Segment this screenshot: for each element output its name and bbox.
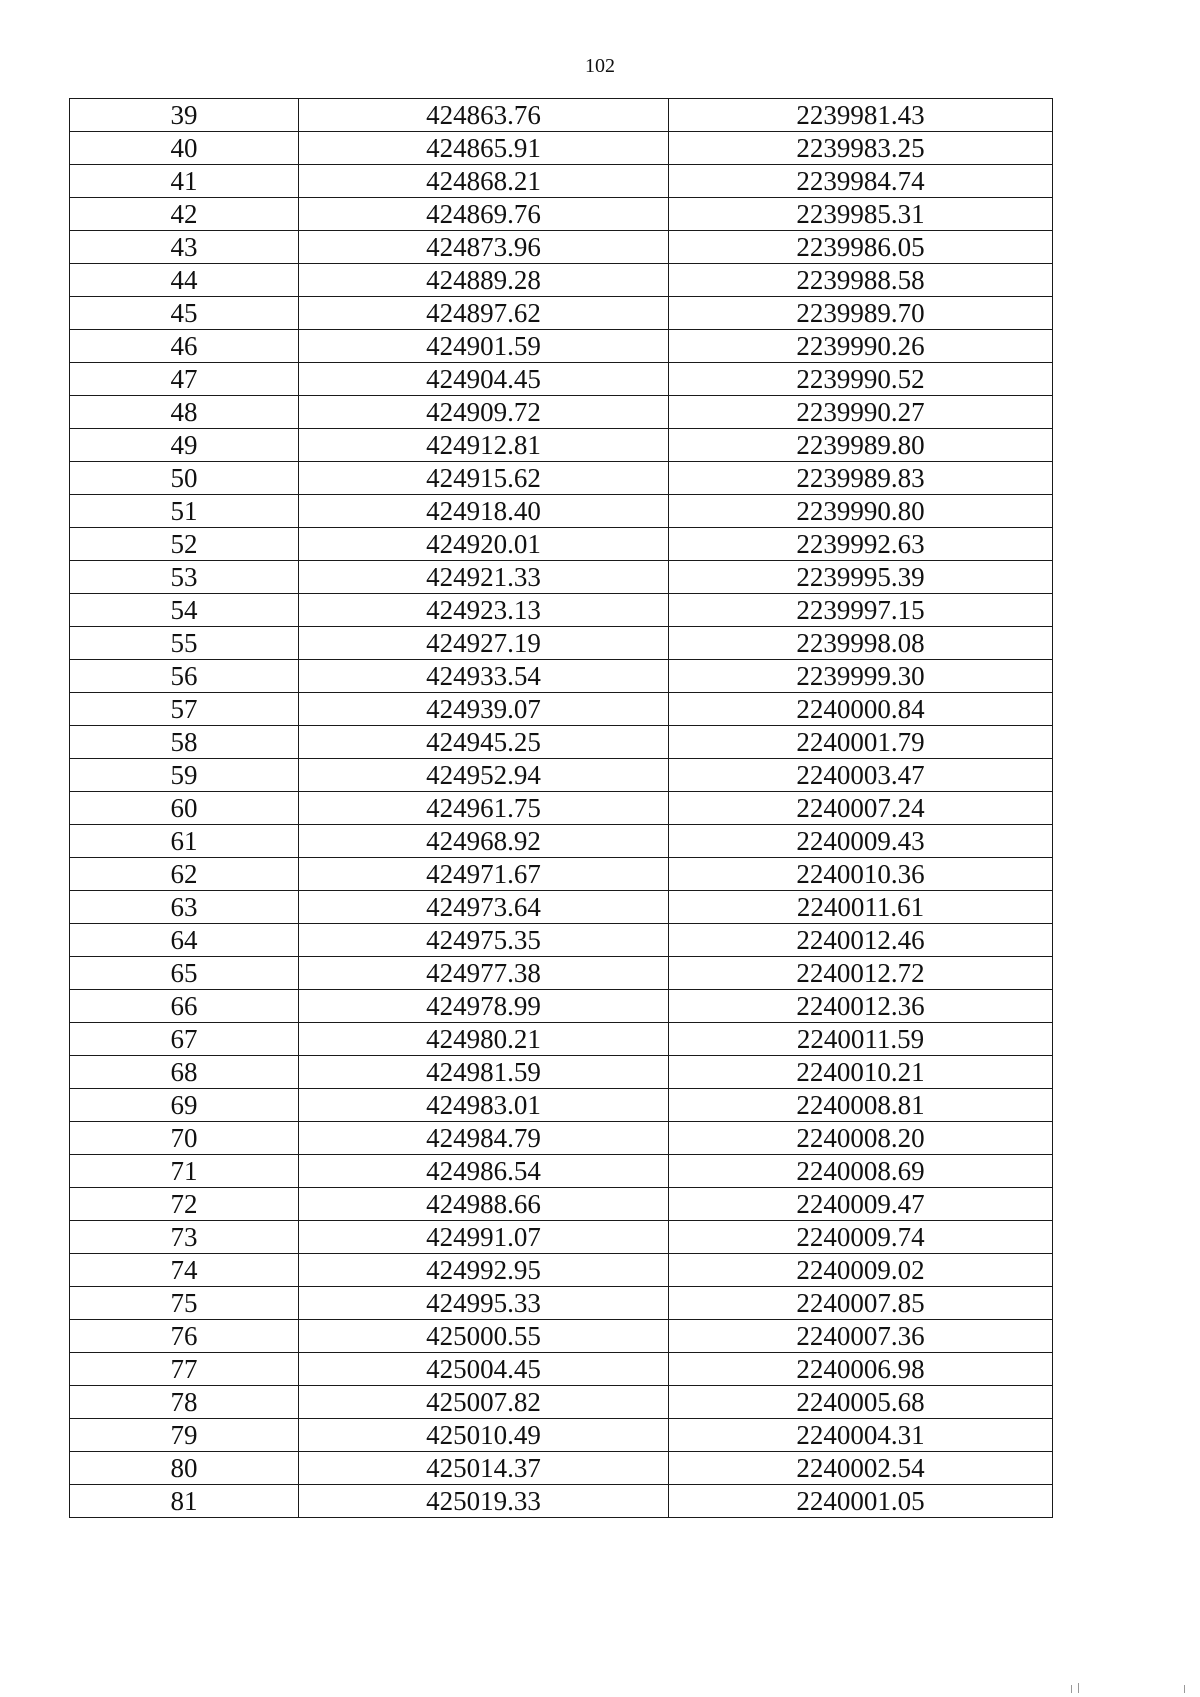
- y-coordinate-cell: 2240001.05: [669, 1485, 1053, 1518]
- x-coordinate-cell: 425019.33: [299, 1485, 669, 1518]
- y-coordinate-cell: 2239989.80: [669, 429, 1053, 462]
- y-coordinate-cell: 2239998.08: [669, 627, 1053, 660]
- point-number-cell: 42: [70, 198, 299, 231]
- table-row: [70, 627, 1053, 660]
- point-number-cell: 63: [70, 891, 299, 924]
- point-number-cell: 45: [70, 297, 299, 330]
- x-coordinate-cell: 424901.59: [299, 330, 669, 363]
- point-number-cell: 50: [70, 462, 299, 495]
- table-row: [70, 1320, 1053, 1353]
- point-number-cell: 58: [70, 726, 299, 759]
- x-coordinate-cell: 424983.01: [299, 1089, 669, 1122]
- point-number-cell: 65: [70, 957, 299, 990]
- x-coordinate-cell: 424863.76: [299, 99, 669, 132]
- y-coordinate-cell: 2239997.15: [669, 594, 1053, 627]
- y-coordinate-cell: 2240012.72: [669, 957, 1053, 990]
- point-number-cell: 74: [70, 1254, 299, 1287]
- y-coordinate-cell: 2240006.98: [669, 1353, 1053, 1386]
- point-number-cell: 61: [70, 825, 299, 858]
- table-row: [70, 1386, 1053, 1419]
- point-number-cell: 68: [70, 1056, 299, 1089]
- point-number-cell: 60: [70, 792, 299, 825]
- table-body: [70, 99, 1053, 1518]
- table-row: [70, 495, 1053, 528]
- y-coordinate-cell: 2240007.24: [669, 792, 1053, 825]
- x-coordinate-cell: 424995.33: [299, 1287, 669, 1320]
- table-row: [70, 1353, 1053, 1386]
- x-coordinate-cell: 425000.55: [299, 1320, 669, 1353]
- table-row: [70, 858, 1053, 891]
- x-coordinate-cell: 424923.13: [299, 594, 669, 627]
- point-number-cell: 79: [70, 1419, 299, 1452]
- y-coordinate-cell: 2239985.31: [669, 198, 1053, 231]
- table-row: [70, 759, 1053, 792]
- x-coordinate-cell: 424939.07: [299, 693, 669, 726]
- y-coordinate-cell: 2240012.46: [669, 924, 1053, 957]
- table-row: [70, 396, 1053, 429]
- y-coordinate-cell: 2240011.61: [669, 891, 1053, 924]
- y-coordinate-cell: 2240010.21: [669, 1056, 1053, 1089]
- point-number-cell: 72: [70, 1188, 299, 1221]
- point-number-cell: 39: [70, 99, 299, 132]
- x-coordinate-cell: 424984.79: [299, 1122, 669, 1155]
- y-coordinate-cell: 2239992.63: [669, 528, 1053, 561]
- table-row: [70, 1023, 1053, 1056]
- table-row: [70, 957, 1053, 990]
- y-coordinate-cell: 2239990.52: [669, 363, 1053, 396]
- table-row: [70, 1287, 1053, 1320]
- table-row: [70, 264, 1053, 297]
- x-coordinate-cell: 424978.99: [299, 990, 669, 1023]
- point-number-cell: 77: [70, 1353, 299, 1386]
- table-row: [70, 693, 1053, 726]
- x-coordinate-cell: 424952.94: [299, 759, 669, 792]
- x-coordinate-cell: 425004.45: [299, 1353, 669, 1386]
- point-number-cell: 53: [70, 561, 299, 594]
- point-number-cell: 66: [70, 990, 299, 1023]
- y-coordinate-cell: 2240004.31: [669, 1419, 1053, 1452]
- x-coordinate-cell: 424889.28: [299, 264, 669, 297]
- table-row: [70, 330, 1053, 363]
- point-number-cell: 69: [70, 1089, 299, 1122]
- x-coordinate-cell: 424973.64: [299, 891, 669, 924]
- table-row: [70, 726, 1053, 759]
- y-coordinate-cell: 2240002.54: [669, 1452, 1053, 1485]
- x-coordinate-cell: 424869.76: [299, 198, 669, 231]
- table-row: [70, 792, 1053, 825]
- point-number-cell: 64: [70, 924, 299, 957]
- point-number-cell: 81: [70, 1485, 299, 1518]
- coordinate-table: [69, 98, 1053, 1518]
- point-number-cell: 78: [70, 1386, 299, 1419]
- x-coordinate-cell: 424912.81: [299, 429, 669, 462]
- x-coordinate-cell: 424927.19: [299, 627, 669, 660]
- y-coordinate-cell: 2240001.79: [669, 726, 1053, 759]
- table-row: [70, 231, 1053, 264]
- scan-mark: [1071, 1685, 1072, 1693]
- y-coordinate-cell: 2240009.74: [669, 1221, 1053, 1254]
- table-row: [70, 1155, 1053, 1188]
- x-coordinate-cell: 424988.66: [299, 1188, 669, 1221]
- y-coordinate-cell: 2239990.27: [669, 396, 1053, 429]
- x-coordinate-cell: 424868.21: [299, 165, 669, 198]
- point-number-cell: 44: [70, 264, 299, 297]
- y-coordinate-cell: 2239981.43: [669, 99, 1053, 132]
- table-row: [70, 660, 1053, 693]
- table-row: [70, 297, 1053, 330]
- y-coordinate-cell: 2239990.26: [669, 330, 1053, 363]
- y-coordinate-cell: 2240008.81: [669, 1089, 1053, 1122]
- y-coordinate-cell: 2239986.05: [669, 231, 1053, 264]
- point-number-cell: 49: [70, 429, 299, 462]
- point-number-cell: 40: [70, 132, 299, 165]
- x-coordinate-cell: 424971.67: [299, 858, 669, 891]
- x-coordinate-cell: 424909.72: [299, 396, 669, 429]
- point-number-cell: 54: [70, 594, 299, 627]
- x-coordinate-cell: 424992.95: [299, 1254, 669, 1287]
- x-coordinate-cell: 424968.92: [299, 825, 669, 858]
- x-coordinate-cell: 424977.38: [299, 957, 669, 990]
- x-coordinate-cell: 424945.25: [299, 726, 669, 759]
- point-number-cell: 80: [70, 1452, 299, 1485]
- point-number-cell: 56: [70, 660, 299, 693]
- point-number-cell: 73: [70, 1221, 299, 1254]
- table-row: [70, 1452, 1053, 1485]
- x-coordinate-cell: 424920.01: [299, 528, 669, 561]
- point-number-cell: 57: [70, 693, 299, 726]
- y-coordinate-cell: 2239999.30: [669, 660, 1053, 693]
- x-coordinate-cell: 424915.62: [299, 462, 669, 495]
- table-row: [70, 1122, 1053, 1155]
- x-coordinate-cell: 424933.54: [299, 660, 669, 693]
- point-number-cell: 46: [70, 330, 299, 363]
- x-coordinate-cell: 424904.45: [299, 363, 669, 396]
- table-row: [70, 1485, 1053, 1518]
- x-coordinate-cell: 424873.96: [299, 231, 669, 264]
- y-coordinate-cell: 2240007.36: [669, 1320, 1053, 1353]
- y-coordinate-cell: 2240010.36: [669, 858, 1053, 891]
- point-number-cell: 47: [70, 363, 299, 396]
- table-row: [70, 198, 1053, 231]
- table-row: [70, 363, 1053, 396]
- point-number-cell: 71: [70, 1155, 299, 1188]
- table-row: [70, 1419, 1053, 1452]
- y-coordinate-cell: 2240003.47: [669, 759, 1053, 792]
- scan-mark: [1078, 1683, 1079, 1693]
- table-row: [70, 99, 1053, 132]
- point-number-cell: 70: [70, 1122, 299, 1155]
- x-coordinate-cell: 424921.33: [299, 561, 669, 594]
- x-coordinate-cell: 425010.49: [299, 1419, 669, 1452]
- point-number-cell: 48: [70, 396, 299, 429]
- x-coordinate-cell: 424865.91: [299, 132, 669, 165]
- y-coordinate-cell: 2240009.02: [669, 1254, 1053, 1287]
- y-coordinate-cell: 2239990.80: [669, 495, 1053, 528]
- y-coordinate-cell: 2240008.69: [669, 1155, 1053, 1188]
- table-row: [70, 429, 1053, 462]
- y-coordinate-cell: 2240000.84: [669, 693, 1053, 726]
- table-row: [70, 528, 1053, 561]
- y-coordinate-cell: 2240007.85: [669, 1287, 1053, 1320]
- x-coordinate-cell: 425007.82: [299, 1386, 669, 1419]
- point-number-cell: 52: [70, 528, 299, 561]
- point-number-cell: 75: [70, 1287, 299, 1320]
- point-number-cell: 62: [70, 858, 299, 891]
- point-number-cell: 51: [70, 495, 299, 528]
- table-row: [70, 1221, 1053, 1254]
- table-row: [70, 462, 1053, 495]
- y-coordinate-cell: 2240005.68: [669, 1386, 1053, 1419]
- x-coordinate-cell: 424918.40: [299, 495, 669, 528]
- table-row: [70, 132, 1053, 165]
- x-coordinate-cell: 425014.37: [299, 1452, 669, 1485]
- x-coordinate-cell: 424991.07: [299, 1221, 669, 1254]
- table-row: [70, 891, 1053, 924]
- y-coordinate-cell: 2240012.36: [669, 990, 1053, 1023]
- point-number-cell: 59: [70, 759, 299, 792]
- point-number-cell: 76: [70, 1320, 299, 1353]
- table-row: [70, 165, 1053, 198]
- table-row: [70, 1056, 1053, 1089]
- y-coordinate-cell: 2240008.20: [669, 1122, 1053, 1155]
- point-number-cell: 41: [70, 165, 299, 198]
- x-coordinate-cell: 424981.59: [299, 1056, 669, 1089]
- page-number: 102: [585, 55, 615, 77]
- scan-mark: [1184, 1685, 1185, 1693]
- table-row: [70, 924, 1053, 957]
- table-row: [70, 825, 1053, 858]
- point-number-cell: 43: [70, 231, 299, 264]
- x-coordinate-cell: 424897.62: [299, 297, 669, 330]
- table-row: [70, 990, 1053, 1023]
- x-coordinate-cell: 424980.21: [299, 1023, 669, 1056]
- table-row: [70, 1188, 1053, 1221]
- y-coordinate-cell: 2240009.47: [669, 1188, 1053, 1221]
- y-coordinate-cell: 2239989.83: [669, 462, 1053, 495]
- table-row: [70, 561, 1053, 594]
- y-coordinate-cell: 2239983.25: [669, 132, 1053, 165]
- y-coordinate-cell: 2239989.70: [669, 297, 1053, 330]
- x-coordinate-cell: 424986.54: [299, 1155, 669, 1188]
- y-coordinate-cell: 2239995.39: [669, 561, 1053, 594]
- y-coordinate-cell: 2239984.74: [669, 165, 1053, 198]
- y-coordinate-cell: 2239988.58: [669, 264, 1053, 297]
- table-row: [70, 1254, 1053, 1287]
- table-row: [70, 594, 1053, 627]
- point-number-cell: 55: [70, 627, 299, 660]
- y-coordinate-cell: 2240011.59: [669, 1023, 1053, 1056]
- y-coordinate-cell: 2240009.43: [669, 825, 1053, 858]
- x-coordinate-cell: 424975.35: [299, 924, 669, 957]
- x-coordinate-cell: 424961.75: [299, 792, 669, 825]
- table-row: [70, 1089, 1053, 1122]
- point-number-cell: 67: [70, 1023, 299, 1056]
